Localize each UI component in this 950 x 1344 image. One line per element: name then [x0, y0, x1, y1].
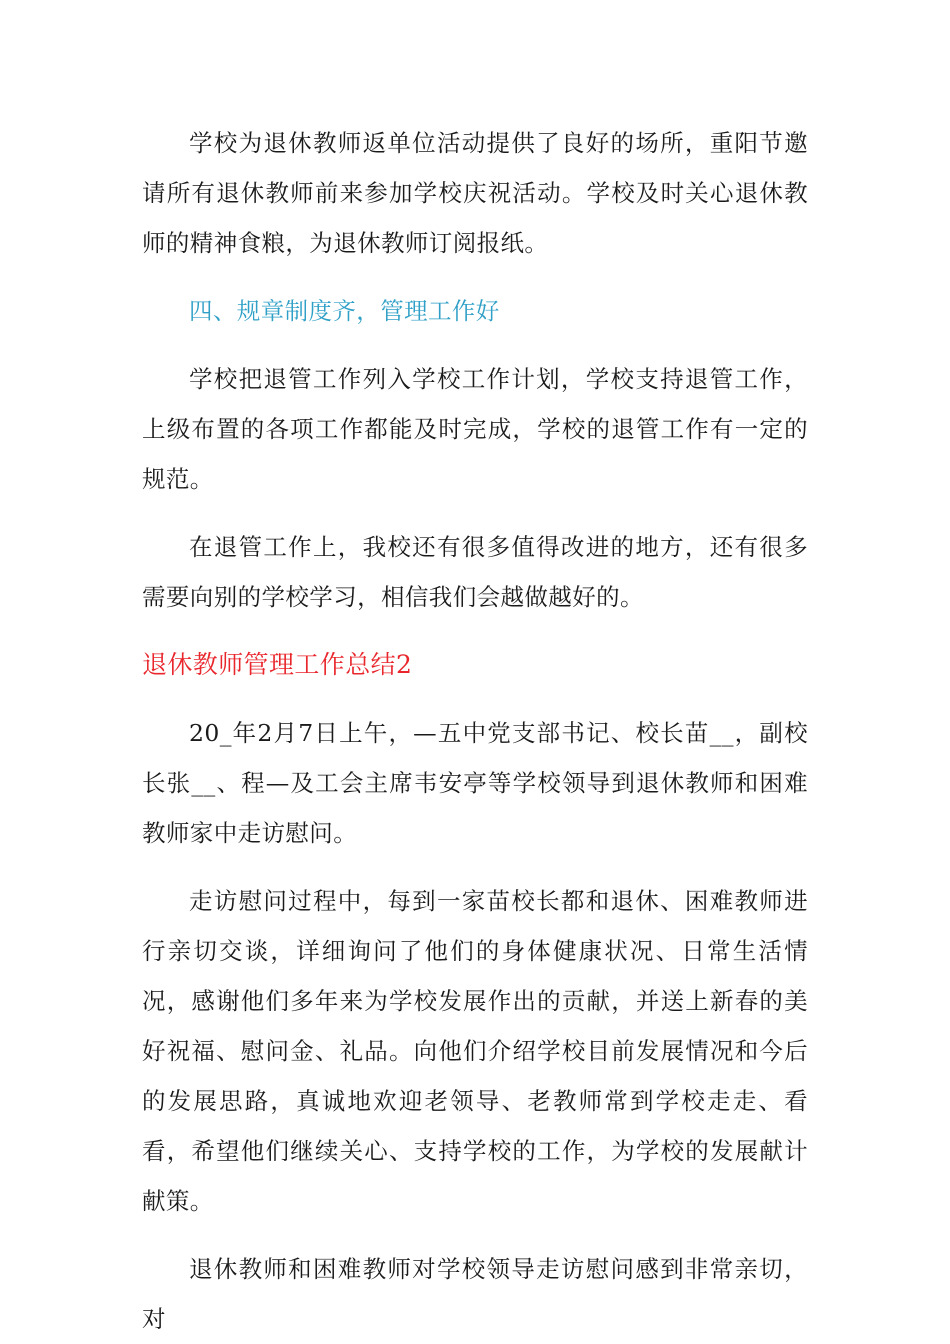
subheading-rules-management: 四、规章制度齐，管理工作好 — [189, 297, 500, 325]
spacer — [142, 504, 808, 522]
spacer — [142, 690, 808, 708]
document-page — [142, 118, 808, 1344]
spacer — [142, 268, 808, 286]
spacer — [142, 858, 808, 876]
paragraph-teacher-response: 退休教师和困难教师对学校领导走访慰问感到非常亲切，对 — [142, 1255, 808, 1333]
paragraph-retiree-activities: 学校为退休教师返单位活动提供了良好的场所，重阳节邀请所有退休教师前来参加学校庆祝活动。学校及时关心退休教师的精神食粮，为退休教师订阅报纸。 — [142, 129, 808, 257]
spacer — [142, 622, 808, 640]
paragraph-work-plan: 学校把退管工作列入学校工作计划，学校支持退管工作，上级布置的各项工作都能及时完成，学校的退管工作有一定的规范。 — [142, 365, 808, 493]
spacer — [142, 1226, 808, 1244]
paragraph-visit-process: 走访慰问过程中，每到一家苗校长都和退休、困难教师进行亲切交谈，详细询问了他们的身体健康状况、日常生活情况，感谢他们多年来为学校发展作出的贡献，并送上新春的美好祝福、慰问金、礼品。向他们介绍学校目前发展情况和今后的发展思路，真诚地欢迎老领导、老教师常到学校走走、看看，希望他们继续关心、支持学校的工作，为学校的发展献计献策。 — [142, 887, 808, 1215]
paragraph-improvement: 在退管工作上，我校还有很多值得改进的地方，还有很多需要向别的学校学习，相信我们会越做越好的。 — [142, 533, 808, 611]
paragraph-visit-date: 20_年2月7日上午，—五中党支部书记、校长苗__，副校长张__、程—及工会主席韦安亭等学校领导到退休教师和困难教师家中走访慰问。 — [142, 719, 808, 847]
spacer — [142, 336, 808, 354]
section-title: 退休教师管理工作总结2 — [142, 650, 413, 679]
